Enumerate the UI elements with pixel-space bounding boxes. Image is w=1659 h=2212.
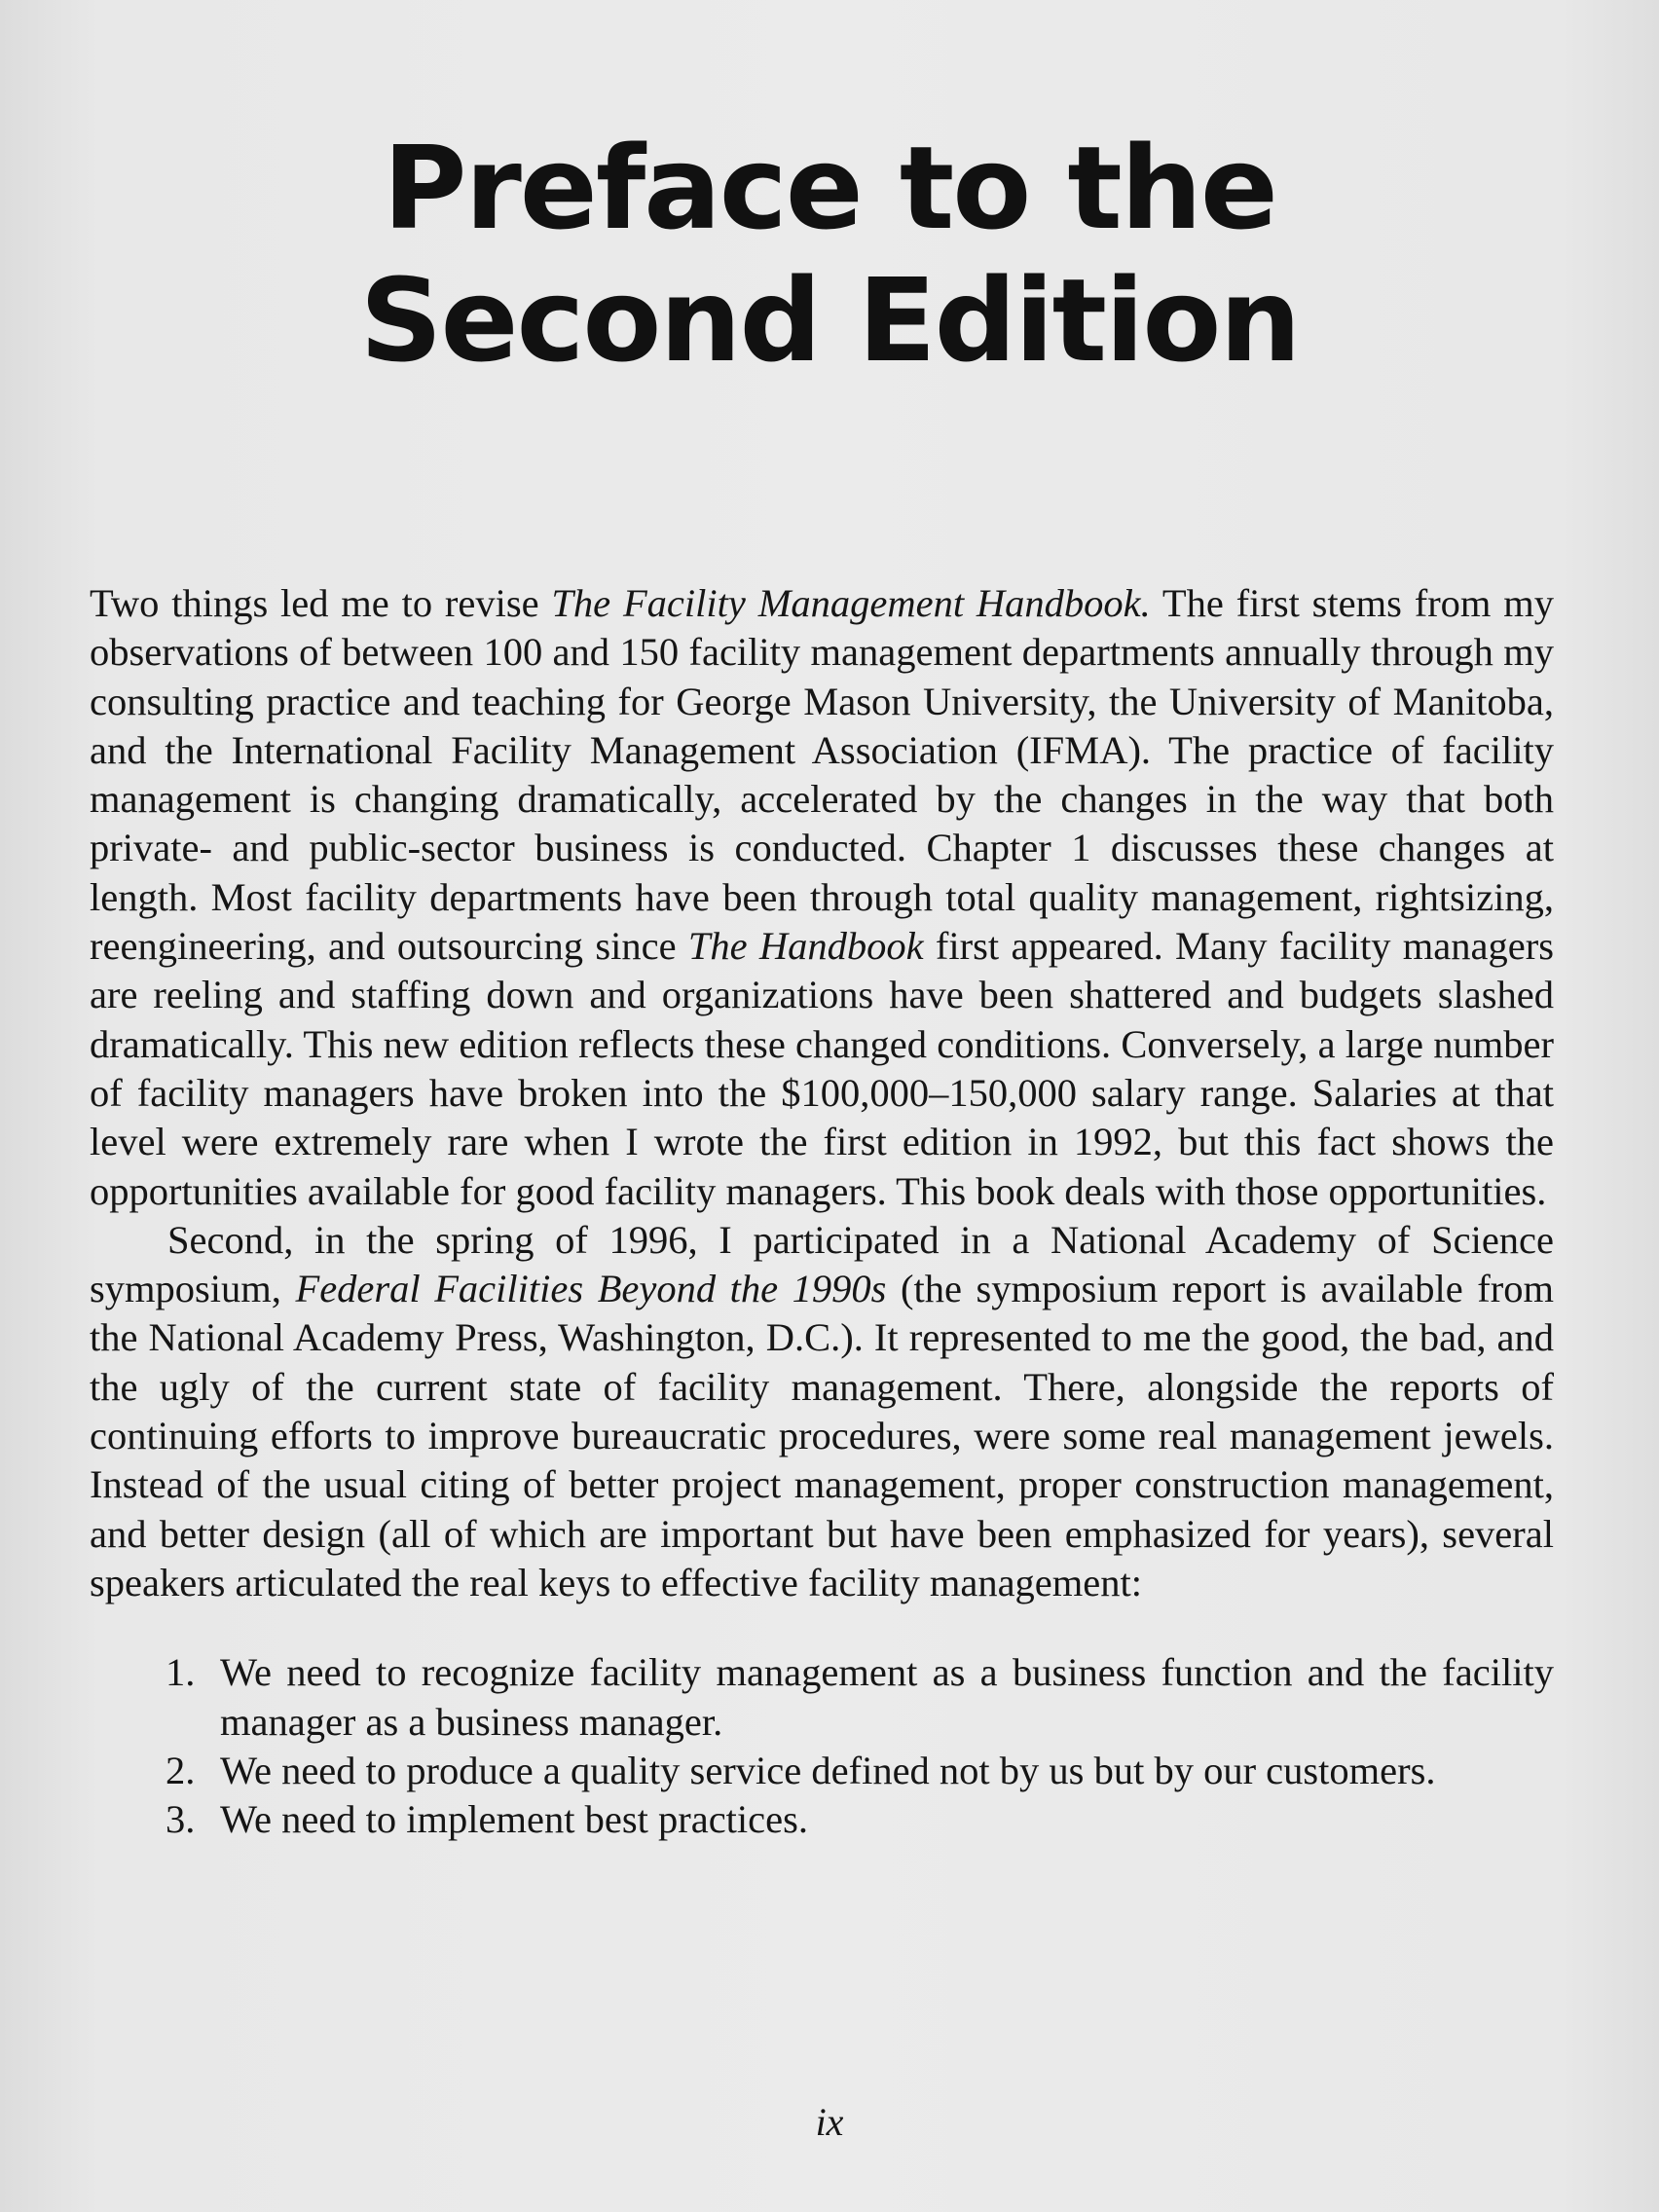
keys-list — [90, 1648, 1554, 1844]
paragraph-1-text-c: first appeared. Many facility managers are reeling and staffing down and organizations have been shattered and budgets slashed dramatically. This new edition reflects these changed conditions. Conversely, a large number of facility managers have broken into the $100,000–150,000 salary range. Salaries at that level were extremely rare when I wrote the first edition in 1992, but this fact shows the opportunities available for good facility managers. This book deals with those opportunities. — [90, 924, 1554, 1213]
paragraph-2-text-b: (the symposium report is available from the National Academy Press, Washington, D.C.). It represented to me the good, the bad, and the ugly of the current state of facility management. There, alongside the reports of continuing efforts to improve bureaucratic procedures, were some real management jewels. Instead of the usual citing of better project management, proper construction management, and better design (all of which are important but have been emphasized for years), several speakers articulated the real keys to effective facility management: — [90, 1267, 1554, 1604]
list-item-number: 1. — [166, 1650, 196, 1695]
book-title-italic: The Facility Management Handbook. — [551, 581, 1151, 625]
page-number: ix — [815, 2100, 844, 2144]
list-item-number: 3. — [166, 1797, 196, 1842]
list-item — [90, 1795, 1554, 1844]
page-title — [0, 122, 1659, 387]
paragraph-2 — [90, 1216, 1554, 1607]
list-item-text: We need to implement best practices. — [220, 1797, 809, 1842]
handbook-title-italic: The Handbook — [687, 924, 924, 969]
preface-body — [90, 579, 1554, 1844]
list-item — [90, 1747, 1554, 1795]
symposium-title-italic: Federal Facilities Beyond the 1990s — [295, 1267, 887, 1311]
list-item-text: We need to produce a quality service defined not by us but by our customers. — [220, 1748, 1436, 1792]
title-line-2: Second Edition — [359, 253, 1300, 387]
paragraph-1-text-b: The first stems from my observations of between 100 and 150 facility management departments annually through my consulting practice and teaching for George Mason University, the University of Manitoba, and the International Facility Management Association (IFMA). The practice of facility management is changing dramatically, accelerated by the changes in the way that both private- and public-sector business is conducted. Chapter 1 discusses these changes at length. Most facility departments have been through total quality management, rightsizing, reengineering, and outsourcing since — [90, 581, 1554, 969]
paragraph-1 — [90, 579, 1554, 1216]
paragraph-2-text-a: Second, in the spring of 1996, I participated in a National Academy of Science symposium, — [90, 1217, 1554, 1311]
title-line-1: Preface to the — [383, 121, 1276, 255]
paragraph-1-text-a: Two things led me to revise — [90, 581, 552, 625]
list-item-number: 2. — [166, 1748, 196, 1792]
list-item-text: We need to recognize facility management as a business function and the facility manager as a business manager. — [220, 1650, 1554, 1744]
list-item — [90, 1648, 1554, 1747]
